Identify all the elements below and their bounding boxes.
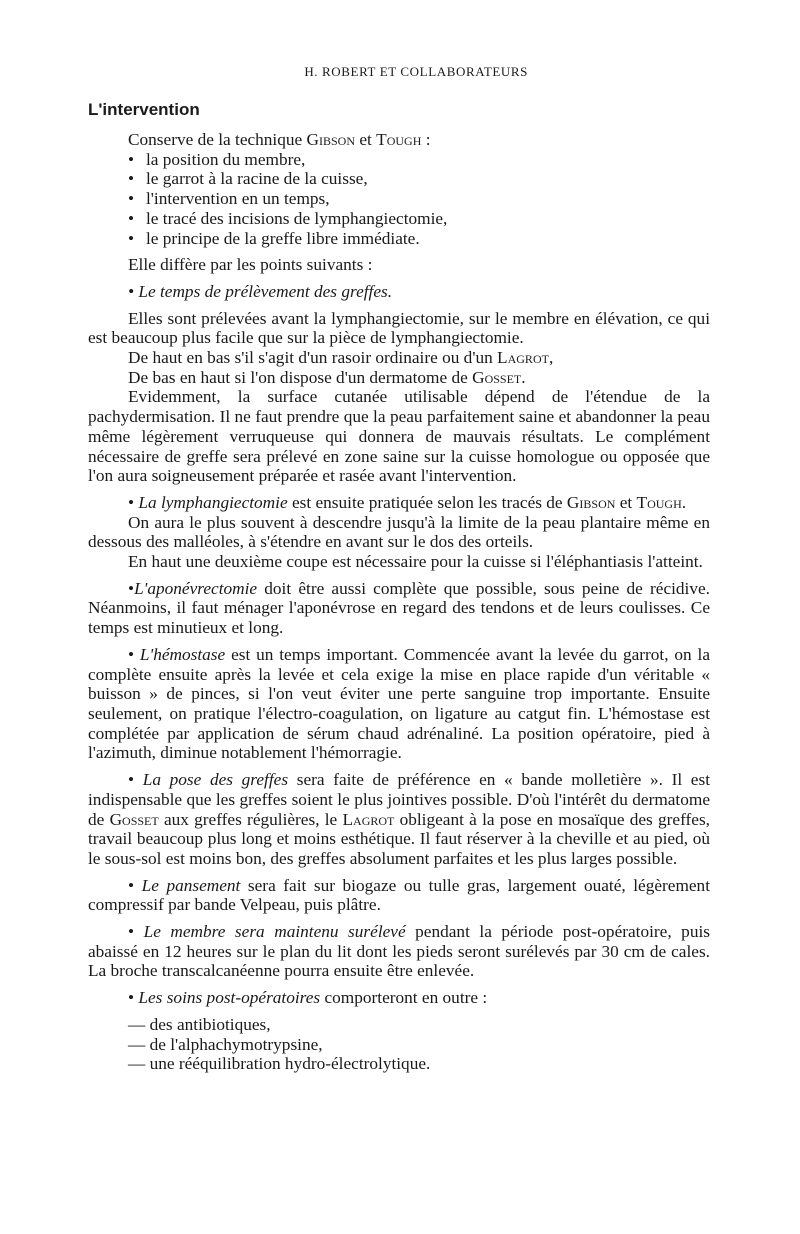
differs-line: Elle diffère par les points suivants : [128,255,373,275]
paragraph-text: . [521,367,526,387]
intro-colon: : [421,130,431,149]
bullet: • [128,875,142,895]
conserved-list [88,150,710,249]
paragraph-text: , [548,348,554,368]
paragraph-text: comporteront en outre : [320,988,488,1008]
bullet: • [128,988,139,1008]
intro-et: et [355,130,377,149]
author-gibson: Gibson [566,492,616,512]
term: La lymphangiectomie [138,492,288,512]
postop-list [88,1015,710,1074]
list-item: • la position du membre, [128,150,710,170]
paragraph-text: doit être aussi complète que possible, sous peine de récidive. Néanmoins, il faut ménager l'aponévrose en regard des tendons et de leurs coulisses. Ce temps est minutieux et long. [88,578,710,638]
paragraph [88,645,710,763]
paragraph-text: est ensuite pratiquée selon les tracés de [287,492,567,512]
paragraph [88,770,710,869]
intro-lead [88,130,710,150]
paragraph-text: De bas en haut si l'on dispose d'un dermatome de [128,367,473,387]
term: Le membre sera maintenu surélevé [143,922,406,942]
author-gosset: Gosset [472,367,522,387]
paragraph: On aura le plus souvent à descendre jusqu'à la limite de la peau plantaire même en dessous des malléoles, à s'étendre en avant sur le dos des orteils. [88,512,710,552]
running-head: H. ROBERT ET COLLABORATEURS [304,64,528,79]
paragraph-text: De haut en bas s'il s'agit d'un rasoir ordinaire ou d'un [128,348,498,368]
paragraph-text: . [681,492,687,512]
paragraph [88,368,710,388]
author-gibson: Gibson [306,130,356,149]
paragraph-text: est un temps important. Commencée avant la levée du garrot, on la complète ensuite après la levée et cela exige la mise en place rapide d'un véritable « buisson » de pinces, si l'on veut éviter une perte sanguine trop importante. Ensuite seulement, on pratique l'électro-coagulation, on ligature au catgut fin. L'hémostase est complétée par application de sérum chaud adrénaliné. La position opératoire, pied à l'azimuth, diminue notablement l'hémorragie. [88,644,711,763]
paragraph-text: pendant la période post-opératoire, puis abaissé en 12 heures sur le plan du lit dont les pieds seront surélevés par 30 cm de cales. La broche transcalcanéenne pourra ensuite être enlevée. [88,922,710,981]
author-lagrot: Lagrot [342,809,395,829]
intro-lead-text: Conserve de la technique [128,130,307,149]
term: Les soins post-opératoires [138,988,321,1008]
section-title: L'intervention [88,100,200,119]
list-item: • le principe de la greffe libre immédiate. [128,229,710,249]
paragraph [88,579,710,638]
term: L'aponévrectomie [134,578,258,598]
paragraph-text: aux greffes régulières, le [158,809,343,829]
list-item: — de l'alphachymotrypsine, [128,1035,710,1055]
paragraph [88,876,710,915]
bullet: • [128,492,139,512]
list-item: — une rééquilibration hydro-électrolytique. [128,1054,710,1074]
list-item: • le garrot à la racine de la cuisse, [128,169,710,189]
paragraph-text: obligeant à la pose en mosaïque des greffes, travail beaucoup plus long et moins esthétique. Il faut réserver à la cheville et au pied, où le sous-sol est moins bon, des greffes absolument parfaites et les plus larges possible. [88,809,710,868]
paragraph [88,348,710,368]
graft-harvest-heading: • Le temps de prélèvement des greffes. [128,281,393,301]
bullet: • [128,578,135,598]
list-item: • le tracé des incisions de lymphangiectomie, [128,209,710,229]
bullet: • [128,922,144,942]
paragraph-text: et [615,492,637,512]
list-item: — des antibiotiques, [128,1015,710,1035]
bullet: • [128,644,140,664]
paragraph: Elles sont prélevées avant la lymphangiectomie, sur le membre en élévation, ce qui est beaucoup plus facile que sur la pièce de lymphangiectomie. [88,308,710,348]
term: Le pansement [141,875,241,895]
paragraph-text: sera faite de préférence en « bande molletière ». Il est indispensable que les greffes soient le plus jointives possible. D'où l'intérêt du dermatome de [88,770,711,829]
author-lagrot: Lagrot [497,348,549,368]
author-tough: Tough [376,130,422,149]
author-tough: Tough [636,492,682,512]
list-item: • l'intervention en un temps, [128,189,710,209]
paragraph: Evidemment, la surface cutanée utilisable dépend de l'étendue de la pachydermisation. Il ne faut prendre que la peau parfaitement saine et abandonner la peau même légèrement verruqueuse qui donnera de mauvais résultats. Le complément nécessaire de greffe sera prélevé en zone saine sur la cuisse homologue ou opposée que l'on aura soigneusement préparée et rasée avant l'intervention. [88,387,710,486]
body-text [88,130,710,1074]
paragraph [88,988,710,1008]
paragraph-text: sera fait sur biogaze ou tulle gras, largement ouaté, légèrement compressif par bande Velpeau, puis plâtre. [88,875,710,915]
term: L'hémostase [139,644,226,664]
paragraph: En haut une deuxième coupe est nécessaire pour la cuisse si l'éléphantiasis l'atteint. [128,552,703,572]
bullet: • [128,770,143,790]
paragraph [88,493,710,513]
author-gosset: Gosset [109,809,159,829]
term: La pose des greffes [142,770,289,790]
paragraph [88,922,710,981]
